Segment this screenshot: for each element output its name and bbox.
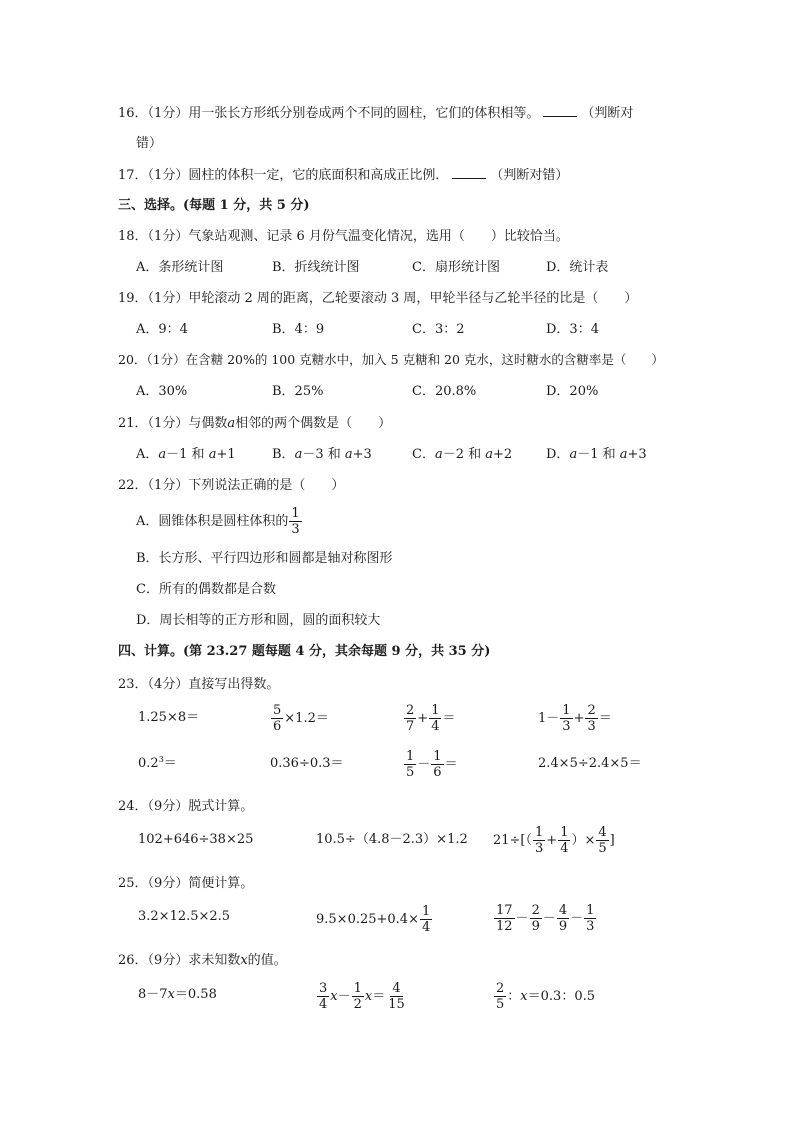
q21-option-label: A．: [136, 447, 159, 462]
q21-stem-part-b: 相邻的两个偶数是（ ）: [235, 416, 392, 431]
q21-var: a: [208, 447, 217, 462]
denominator: 3: [535, 841, 544, 856]
answer-blank-17[interactable]: [452, 168, 486, 179]
expr-text: ）×: [571, 833, 596, 848]
answer-blank-16[interactable]: [543, 106, 577, 117]
q24-expr-1: 102+646÷38×25: [138, 832, 254, 847]
question-19-stem: 19．（1分）甲轮滚动 2 周的距离，乙轮要滚动 3 周，甲轮半径与乙轮半径的比是（ ）: [118, 291, 638, 306]
q21-var: a: [344, 447, 353, 462]
q21-variable: a: [227, 416, 236, 431]
q21-option-c[interactable]: [412, 448, 512, 461]
q21-option-label: B．: [272, 447, 295, 462]
q22-option-d[interactable]: D．周长相等的正方形和圆，圆的面积较大: [136, 613, 381, 628]
numerator: 1: [406, 749, 415, 764]
q20-option-d[interactable]: D．20%: [546, 384, 599, 399]
expr-text: ＝0.3：0.5: [527, 989, 595, 1004]
numerator: 1: [291, 506, 300, 521]
fraction: [386, 982, 407, 1011]
equals: ＝: [598, 711, 612, 726]
question-22-stem: 22．（1分）下列说法正确的是（ ）: [118, 478, 345, 493]
q23-expr-5: [138, 757, 177, 770]
q21-var: a: [294, 447, 303, 462]
q25-expr-3: [493, 904, 597, 933]
denominator: 4: [560, 841, 569, 856]
expr-text: ]: [609, 833, 615, 848]
q21-text: +2: [493, 447, 513, 462]
equals: ＝: [444, 757, 458, 772]
q18-option-d[interactable]: D．统计表: [546, 260, 609, 275]
q22-option-a-text: A．圆锥体积是圆柱体积的: [136, 514, 289, 529]
q19-option-c[interactable]: C．3：2: [412, 322, 465, 337]
numerator: 1: [562, 703, 571, 718]
q21-text: +3: [627, 447, 647, 462]
numerator: 2: [531, 903, 540, 918]
q21-var: a: [434, 447, 443, 462]
denominator: 4: [431, 719, 440, 734]
q21-text: －3 和: [302, 447, 345, 462]
numerator: 2: [406, 703, 415, 718]
expr-text: 1－: [538, 711, 560, 726]
numerator: 4: [598, 825, 607, 840]
fraction: [530, 904, 542, 933]
numerator: 4: [558, 903, 568, 918]
q24-expr-2: 10.5÷（4.8－2.3）×1.2: [316, 832, 468, 847]
q21-option-a[interactable]: [136, 448, 236, 461]
denominator: 5: [598, 841, 607, 856]
denominator: 6: [273, 719, 282, 734]
q21-var: a: [569, 447, 578, 462]
fraction: [533, 826, 545, 855]
question-21-stem: [118, 417, 391, 430]
fraction: [584, 904, 596, 933]
question-17: [118, 168, 568, 182]
variable: x: [330, 989, 338, 1004]
q19-option-a[interactable]: A．9：4: [136, 322, 188, 337]
numerator: 1: [586, 903, 595, 918]
fraction: [494, 904, 515, 933]
q18-option-c[interactable]: C．扇形统计图: [412, 260, 500, 275]
operator: +: [417, 711, 429, 726]
denominator: 3: [562, 719, 571, 734]
fraction: [420, 905, 432, 934]
operator: －: [542, 911, 556, 926]
variable: x: [364, 989, 373, 1004]
numerator: 1: [433, 749, 442, 764]
operator: －: [337, 989, 351, 1004]
q21-var: a: [485, 447, 494, 462]
numerator: 1: [431, 703, 440, 718]
numerator: 1: [353, 981, 362, 996]
numerator: 2: [496, 981, 505, 996]
numerator: 5: [273, 703, 282, 718]
equals: ＝: [163, 756, 177, 771]
q21-option-label: D．: [546, 447, 570, 462]
question-20-stem: 20．（1分）在含糖 20%的 100 克糖水中，加入 5 克糖和 20 克水，这时糖水的含糖率是（ ）: [118, 352, 664, 367]
q26-equation-2: [316, 982, 408, 1011]
denominator: 3: [291, 522, 300, 537]
q18-option-a[interactable]: A．条形统计图: [136, 260, 224, 275]
expr-text: ×1.2＝: [284, 711, 329, 726]
question-18-stem: 18．（1分）气象站观测、记录 6 月份气温变化情况，选用（ ）比较恰当。: [118, 229, 569, 244]
q19-option-d[interactable]: D．3：4: [546, 322, 599, 337]
q23-expr-4: [538, 704, 612, 733]
q21-option-b[interactable]: [272, 448, 372, 461]
q25-expr-1: 3.2×12.5×2.5: [138, 909, 231, 924]
q26-equation-1: [138, 988, 217, 1001]
numerator: 2: [587, 703, 596, 718]
fraction: [558, 826, 570, 855]
operator: +: [546, 833, 558, 848]
question-26-stem: [118, 954, 287, 967]
denominator: 3: [587, 719, 596, 734]
variable: x: [520, 989, 528, 1004]
q26-stem-part-b: 的值。: [247, 953, 287, 968]
q24-expr-3: [493, 826, 615, 855]
fraction: [289, 507, 301, 536]
question-16-tail2: 错）: [136, 136, 163, 151]
q20-option-c[interactable]: C．20.8%: [412, 384, 477, 399]
numerator: 3: [319, 981, 328, 996]
question-16: [118, 106, 633, 120]
q21-text: －1 和: [577, 447, 620, 462]
denominator: 4: [319, 997, 328, 1012]
expr-text: ：: [507, 989, 521, 1004]
denominator: 9: [531, 919, 540, 934]
expr-text: 21÷[（: [493, 833, 533, 848]
operator: －: [515, 911, 529, 926]
fraction: [317, 982, 329, 1011]
q22-option-c[interactable]: C．所有的偶数都是合数: [136, 582, 276, 597]
q21-option-d[interactable]: [546, 448, 647, 461]
question-23-stem: 23．（4分）直接写出得数。: [118, 677, 280, 692]
q21-text: －1 和: [166, 447, 209, 462]
equals: ＝: [442, 711, 456, 726]
question-16-text: 16．（1分）用一张长方形纸分别卷成两个不同的圆柱，它们的体积相等。: [118, 106, 540, 121]
q21-text: +1: [216, 447, 236, 462]
denominator: 7: [406, 719, 415, 734]
fraction: [585, 704, 597, 733]
q20-option-a[interactable]: A．30%: [136, 384, 188, 399]
numerator: 1: [535, 825, 544, 840]
denominator: 2: [353, 997, 362, 1012]
q23-expr-3: [403, 704, 455, 733]
denominator: 12: [496, 919, 513, 934]
fraction: [560, 704, 572, 733]
section-4-heading: 四、计算。(第 23.27 题每题 4 分，其余每题 9 分，共 35 分): [118, 644, 491, 659]
fraction: [431, 750, 443, 779]
denominator: 15: [388, 997, 405, 1012]
numerator: 1: [421, 904, 431, 919]
q25-expr-2: [316, 905, 433, 934]
q26-variable: x: [240, 953, 248, 968]
expr-text: 8－7: [138, 987, 168, 1002]
fraction: [352, 982, 364, 1011]
fraction: [404, 750, 416, 779]
fraction: [596, 826, 608, 855]
numerator: 1: [560, 825, 569, 840]
denominator: 9: [558, 919, 568, 934]
q21-text: +3: [352, 447, 372, 462]
operator: －: [417, 757, 431, 772]
denominator: 4: [421, 920, 431, 935]
q26-equation-3: [493, 982, 595, 1011]
q22-option-a[interactable]: [136, 507, 303, 536]
question-17-text: 17．（1分）圆柱的体积一定，它的底面积和高成正比例．: [118, 168, 449, 183]
fraction: [271, 704, 283, 733]
q21-option-label: C．: [412, 447, 435, 462]
q21-var: a: [619, 447, 628, 462]
expr-text: 9.5×0.25+0.4×: [316, 912, 419, 927]
q20-option-b[interactable]: B．25%: [272, 384, 324, 399]
operator: －: [570, 911, 584, 926]
fraction: [557, 904, 569, 933]
q21-text: －2 和: [442, 447, 486, 462]
q23-expr-2: [270, 704, 329, 733]
q23-expr-8: 2.4×5÷2.4×5＝: [538, 756, 642, 771]
q21-var: a: [158, 447, 167, 462]
q23-expr-6: 0.36÷0.3＝: [270, 756, 344, 771]
section-3-heading: 三、选择。(每题 1 分，共 5 分): [118, 198, 310, 213]
variable: x: [167, 987, 175, 1002]
exponent: 3: [158, 755, 164, 764]
q21-stem-part-a: 21．（1分）与偶数: [118, 416, 228, 431]
fraction: [494, 982, 506, 1011]
q19-option-b[interactable]: B．4：9: [272, 322, 325, 337]
q23-expr-1: 1.25×8＝: [138, 710, 200, 725]
question-17-tail: （判断对错）: [490, 168, 569, 183]
denominator: 3: [586, 919, 595, 934]
expr-text: 0.2: [138, 756, 159, 771]
numerator: 17: [496, 903, 513, 918]
expr-text: ＝0.58: [174, 987, 217, 1002]
denominator: 5: [496, 997, 505, 1012]
equals: ＝: [372, 989, 386, 1004]
question-16-tail: （判断对: [581, 106, 634, 121]
question-24-stem: 24．（9分）脱式计算。: [118, 799, 254, 814]
q26-stem-part-a: 26．（9分）求未知数: [118, 953, 241, 968]
q18-option-b[interactable]: B．折线统计图: [272, 260, 360, 275]
operator: +: [573, 711, 585, 726]
q22-option-b[interactable]: B．长方形、平行四边形和圆都是轴对称图形: [136, 551, 393, 566]
numerator: 4: [392, 981, 401, 996]
denominator: 5: [406, 765, 415, 780]
denominator: 6: [433, 765, 442, 780]
question-25-stem: 25．（9分）简便计算。: [118, 876, 254, 891]
q23-expr-7: [403, 750, 458, 779]
fraction: [404, 704, 416, 733]
fraction: [429, 704, 441, 733]
